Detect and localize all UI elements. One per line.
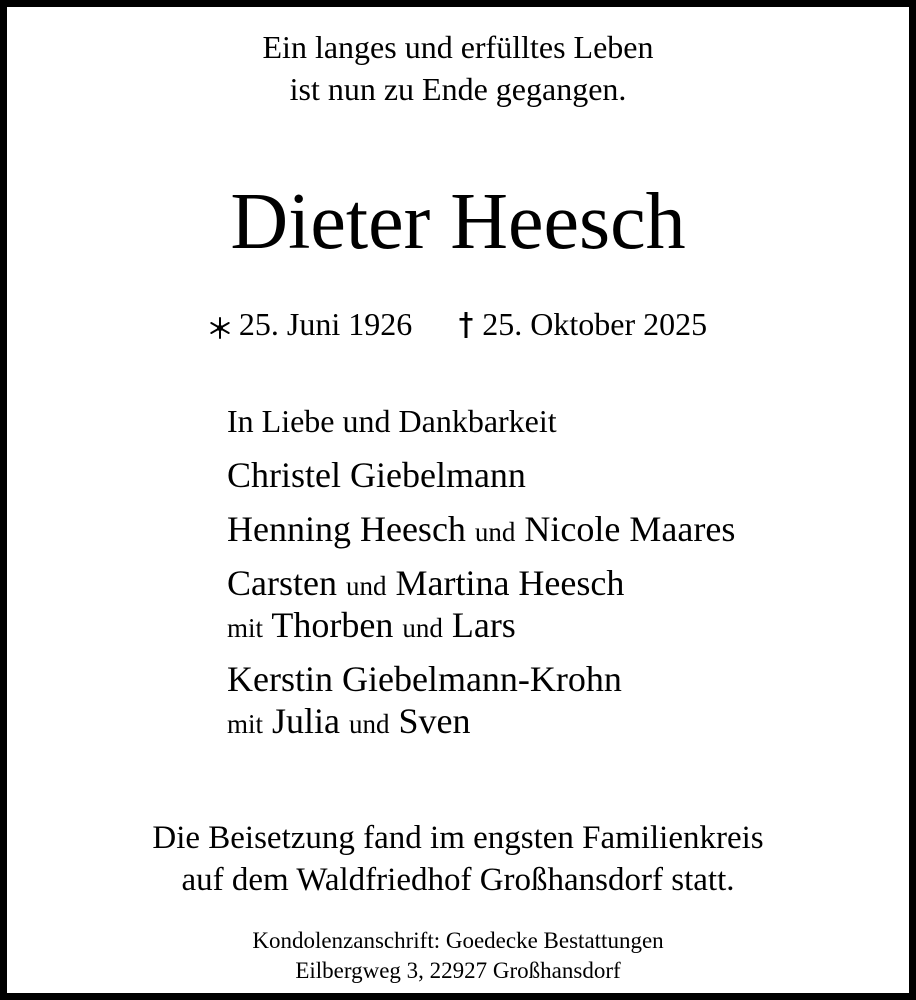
life-dates <box>0 303 916 349</box>
burial-line-1: Die Beisetzung fand im engsten Familienkreis <box>152 820 764 856</box>
family-name: Lars <box>451 605 516 645</box>
contact-line-1: Kondolenzanschrift: Goedecke Bestattungen <box>252 928 664 953</box>
family-line-6 <box>227 700 735 742</box>
condolence-address <box>0 926 916 986</box>
joiner-with: mit <box>227 709 264 739</box>
family-line-3 <box>227 562 735 604</box>
family-lead: In Liebe und Dankbarkeit <box>227 403 557 439</box>
family-line-5 <box>227 658 735 700</box>
joiner-and: und <box>474 517 516 547</box>
joiner-and: und <box>402 613 443 643</box>
family-line-2 <box>227 508 735 550</box>
family-signatures <box>227 400 735 742</box>
family-name: Julia <box>272 701 341 741</box>
cross-icon <box>458 307 474 349</box>
family-line-1 <box>227 454 735 496</box>
family-name: Kerstin Giebelmann-Krohn <box>227 659 622 699</box>
burial-line-2: auf dem Waldfriedhof Großhansdorf statt. <box>181 862 735 898</box>
family-line-4 <box>227 604 735 646</box>
intro-text <box>0 26 916 110</box>
asterisk-star-icon <box>209 307 231 349</box>
joiner-and: und <box>345 571 387 601</box>
joiner-and: und <box>349 709 390 739</box>
family-name: Thorben <box>271 605 394 645</box>
deceased-name: Dieter Heesch <box>230 178 686 266</box>
joiner-with: mit <box>227 613 264 643</box>
burial-notice <box>0 817 916 901</box>
family-name: Nicole Maares <box>524 509 736 549</box>
family-name: Christel Giebelmann <box>227 455 526 495</box>
intro-line-1: Ein langes und erfülltes Leben <box>262 29 654 65</box>
family-name: Henning Heesch <box>227 509 466 549</box>
contact-line-2: Eilbergweg 3, 22927 Großhansdorf <box>295 958 621 983</box>
death-date: 25. Oktober 2025 <box>482 306 708 342</box>
family-name: Martina Heesch <box>395 563 625 603</box>
birth-date: 25. Juni 1926 <box>238 306 413 342</box>
family-name: Sven <box>398 701 471 741</box>
intro-line-2: ist nun zu Ende gegangen. <box>289 71 627 107</box>
family-name: Carsten <box>227 563 337 603</box>
